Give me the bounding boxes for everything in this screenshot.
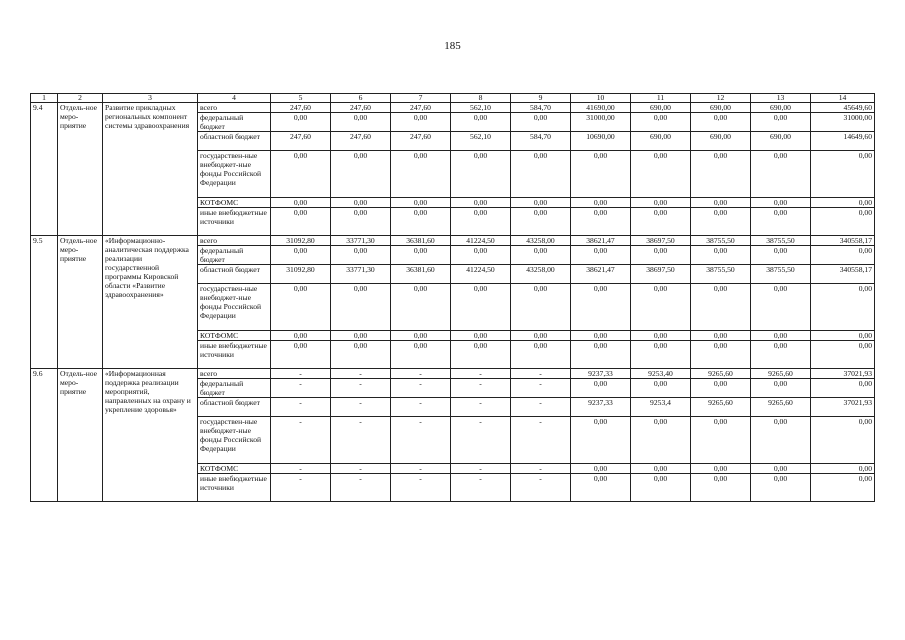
year-value: 0,00 — [691, 331, 751, 341]
column-number-7: 7 — [391, 94, 451, 103]
year-value: 38621,47 — [571, 236, 631, 246]
year-value: 9265,60 — [691, 369, 751, 379]
year-value: 9237,33 — [571, 398, 631, 417]
year-value: 0,00 — [571, 198, 631, 208]
year-value: 0,00 — [571, 284, 631, 331]
year-value: 0,00 — [691, 113, 751, 132]
year-value: - — [511, 379, 571, 398]
year-value: 0,00 — [511, 341, 571, 369]
year-value: 9253,4 — [631, 398, 691, 417]
funding-source: всего — [198, 369, 271, 379]
year-value: 0,00 — [391, 198, 451, 208]
year-value: 0,00 — [271, 113, 331, 132]
year-value: 31092,80 — [271, 265, 331, 284]
year-value: 38621,47 — [571, 265, 631, 284]
year-value: 0,00 — [751, 284, 811, 331]
section-code: 9.6 — [31, 369, 58, 502]
column-number-1: 1 — [31, 94, 58, 103]
total-value: 37021,93 — [811, 369, 875, 379]
year-value: 0,00 — [631, 198, 691, 208]
year-value: 0,00 — [691, 341, 751, 369]
total-value: 0,00 — [811, 341, 875, 369]
year-value: 0,00 — [391, 113, 451, 132]
year-value: 584,70 — [511, 103, 571, 113]
funding-source: КОТФОМС — [198, 464, 271, 474]
year-value: - — [451, 369, 511, 379]
year-value: 0,00 — [331, 246, 391, 265]
year-value: - — [451, 464, 511, 474]
year-value: 0,00 — [571, 208, 631, 236]
year-value: 0,00 — [451, 113, 511, 132]
year-value: 0,00 — [571, 151, 631, 198]
year-value: 9265,60 — [691, 398, 751, 417]
year-value: 0,00 — [331, 208, 391, 236]
table-body — [31, 103, 875, 502]
year-value: 36381,60 — [391, 265, 451, 284]
year-value: - — [391, 417, 451, 464]
year-value: 0,00 — [451, 331, 511, 341]
funding-source: иные внебюджетные источники — [198, 208, 271, 236]
total-value: 0,00 — [811, 284, 875, 331]
year-value: 0,00 — [391, 151, 451, 198]
year-value: 9265,60 — [751, 369, 811, 379]
year-value: 0,00 — [631, 474, 691, 502]
funding-source: государствен-ные внебюджет-ные фонды Российской Федерации — [198, 151, 271, 198]
column-number-13: 13 — [751, 94, 811, 103]
year-value: 247,60 — [391, 132, 451, 151]
year-value: 0,00 — [751, 246, 811, 265]
year-value: - — [391, 369, 451, 379]
year-value: 41224,50 — [451, 265, 511, 284]
year-value: 0,00 — [691, 464, 751, 474]
total-value: 340558,17 — [811, 236, 875, 246]
year-value: 0,00 — [631, 379, 691, 398]
year-value: 0,00 — [451, 151, 511, 198]
section-type: Отдель-ное меро-приятие — [58, 236, 103, 369]
year-value: 0,00 — [511, 246, 571, 265]
funding-source: государствен-ные внебюджет-ные фонды Российской Федерации — [198, 417, 271, 464]
year-value: - — [451, 379, 511, 398]
total-value: 0,00 — [811, 331, 875, 341]
year-value: 0,00 — [751, 151, 811, 198]
year-value: 0,00 — [511, 198, 571, 208]
total-value: 31000,00 — [811, 113, 875, 132]
year-value: 0,00 — [631, 341, 691, 369]
year-value: 584,70 — [511, 132, 571, 151]
year-value: 0,00 — [571, 464, 631, 474]
section-type: Отдель-ное меро-приятие — [58, 103, 103, 236]
year-value: 38755,50 — [751, 265, 811, 284]
year-value: - — [451, 398, 511, 417]
budget-table — [30, 93, 875, 502]
total-value: 340558,17 — [811, 265, 875, 284]
year-value: 0,00 — [631, 417, 691, 464]
year-value: 33771,30 — [331, 236, 391, 246]
year-value: 0,00 — [751, 464, 811, 474]
year-value: 0,00 — [391, 246, 451, 265]
total-value: 45649,60 — [811, 103, 875, 113]
column-number-3: 3 — [103, 94, 198, 103]
funding-source: областной бюджет — [198, 132, 271, 151]
year-value: 690,00 — [631, 132, 691, 151]
year-value: - — [391, 474, 451, 502]
year-value: 0,00 — [451, 341, 511, 369]
year-value: 0,00 — [631, 331, 691, 341]
year-value: 0,00 — [451, 246, 511, 265]
year-value: - — [271, 464, 331, 474]
year-value: 690,00 — [631, 103, 691, 113]
year-value: 0,00 — [331, 151, 391, 198]
year-value: - — [271, 474, 331, 502]
year-value: 0,00 — [751, 331, 811, 341]
year-value: 0,00 — [271, 284, 331, 331]
year-value: 0,00 — [571, 246, 631, 265]
year-value: - — [331, 464, 391, 474]
year-value: 247,60 — [271, 103, 331, 113]
year-value: 0,00 — [631, 151, 691, 198]
year-value: 0,00 — [511, 284, 571, 331]
year-value: 0,00 — [691, 379, 751, 398]
year-value: 0,00 — [391, 331, 451, 341]
table-row — [31, 369, 875, 379]
total-value: 0,00 — [811, 208, 875, 236]
column-number-8: 8 — [451, 94, 511, 103]
year-value: 0,00 — [631, 284, 691, 331]
year-value: 0,00 — [751, 474, 811, 502]
column-number-9: 9 — [511, 94, 571, 103]
year-value: 0,00 — [451, 284, 511, 331]
year-value: 38755,50 — [691, 265, 751, 284]
table-row — [31, 236, 875, 246]
year-value: 0,00 — [331, 341, 391, 369]
year-value: 247,60 — [331, 103, 391, 113]
section-name: «Информационно-аналитическая поддержка реализации государственной программы Кировской области «Развитие здравоохранения» — [103, 236, 198, 369]
page-number: 185 — [444, 40, 461, 52]
year-value: 33771,30 — [331, 265, 391, 284]
year-value: 0,00 — [751, 198, 811, 208]
year-value: 690,00 — [691, 132, 751, 151]
year-value: - — [511, 464, 571, 474]
year-value: - — [331, 398, 391, 417]
column-number-14: 14 — [811, 94, 875, 103]
total-value: 0,00 — [811, 464, 875, 474]
column-number-11: 11 — [631, 94, 691, 103]
year-value: 0,00 — [691, 151, 751, 198]
year-value: 0,00 — [691, 198, 751, 208]
year-value: 0,00 — [271, 341, 331, 369]
year-value: 0,00 — [511, 113, 571, 132]
section-name: Развитие прикладных региональных компонент системы здравоохранения — [103, 103, 198, 236]
year-value: 0,00 — [691, 208, 751, 236]
year-value: 38755,50 — [751, 236, 811, 246]
column-number-4: 4 — [198, 94, 271, 103]
year-value: 0,00 — [691, 417, 751, 464]
year-value: - — [511, 398, 571, 417]
year-value: 0,00 — [451, 198, 511, 208]
year-value: 0,00 — [631, 464, 691, 474]
section-type: Отдель-ное меро-приятие — [58, 369, 103, 502]
year-value: 38697,50 — [631, 236, 691, 246]
column-number-6: 6 — [331, 94, 391, 103]
year-value: 9265,60 — [751, 398, 811, 417]
year-value: 0,00 — [451, 208, 511, 236]
column-number-12: 12 — [691, 94, 751, 103]
year-value: - — [511, 417, 571, 464]
year-value: 31092,80 — [271, 236, 331, 246]
year-value: 10690,00 — [571, 132, 631, 151]
year-value: 0,00 — [271, 208, 331, 236]
year-value: 690,00 — [691, 103, 751, 113]
funding-source: государствен-ные внебюджет-ные фонды Российской Федерации — [198, 284, 271, 331]
year-value: - — [391, 464, 451, 474]
year-value: - — [451, 417, 511, 464]
year-value: - — [331, 474, 391, 502]
year-value: - — [511, 369, 571, 379]
funding-source: всего — [198, 236, 271, 246]
year-value: 0,00 — [271, 246, 331, 265]
column-number-2: 2 — [58, 94, 103, 103]
year-value: - — [271, 369, 331, 379]
year-value: 0,00 — [571, 331, 631, 341]
year-value: 0,00 — [391, 284, 451, 331]
year-value: 0,00 — [751, 341, 811, 369]
year-value: 0,00 — [331, 331, 391, 341]
year-value: 0,00 — [751, 417, 811, 464]
year-value: 247,60 — [271, 132, 331, 151]
total-value: 0,00 — [811, 198, 875, 208]
total-value: 37021,93 — [811, 398, 875, 417]
year-value: 41690,00 — [571, 103, 631, 113]
year-value: - — [271, 379, 331, 398]
year-value: 0,00 — [631, 208, 691, 236]
year-value: 0,00 — [331, 284, 391, 331]
year-value: 0,00 — [631, 113, 691, 132]
column-number-row — [31, 94, 875, 103]
year-value: 0,00 — [331, 113, 391, 132]
total-value: 14649,60 — [811, 132, 875, 151]
year-value: 0,00 — [751, 113, 811, 132]
year-value: 0,00 — [391, 208, 451, 236]
table-header — [31, 94, 875, 103]
year-value: 247,60 — [391, 103, 451, 113]
column-number-10: 10 — [571, 94, 631, 103]
funding-source: всего — [198, 103, 271, 113]
year-value: 43258,00 — [511, 236, 571, 246]
funding-source: федеральный бюджет — [198, 246, 271, 265]
table-row — [31, 103, 875, 113]
year-value: 38697,50 — [631, 265, 691, 284]
year-value: 690,00 — [751, 132, 811, 151]
year-value: 0,00 — [751, 379, 811, 398]
year-value: 0,00 — [271, 331, 331, 341]
year-value: 9253,40 — [631, 369, 691, 379]
year-value: - — [271, 417, 331, 464]
total-value: 0,00 — [811, 151, 875, 198]
funding-source: федеральный бюджет — [198, 113, 271, 132]
year-value: 0,00 — [571, 379, 631, 398]
year-value: 562,10 — [451, 132, 511, 151]
year-value: - — [331, 417, 391, 464]
total-value: 0,00 — [811, 474, 875, 502]
year-value: 36381,60 — [391, 236, 451, 246]
year-value: 0,00 — [331, 198, 391, 208]
year-value: 0,00 — [571, 341, 631, 369]
year-value: - — [451, 474, 511, 502]
column-number-5: 5 — [271, 94, 331, 103]
funding-source: федеральный бюджет — [198, 379, 271, 398]
funding-source: иные внебюджетные источники — [198, 341, 271, 369]
year-value: 0,00 — [691, 474, 751, 502]
year-value: 0,00 — [691, 246, 751, 265]
total-value: 0,00 — [811, 417, 875, 464]
year-value: 0,00 — [631, 246, 691, 265]
year-value: 0,00 — [511, 151, 571, 198]
section-name: «Информационная поддержка реализации мероприятий, направленных на охрану и укрепление здоровья» — [103, 369, 198, 502]
section-code: 9.4 — [31, 103, 58, 236]
year-value: - — [331, 369, 391, 379]
year-value: - — [511, 474, 571, 502]
year-value: 9237,33 — [571, 369, 631, 379]
funding-source: КОТФОМС — [198, 198, 271, 208]
year-value: 0,00 — [751, 208, 811, 236]
year-value: 41224,50 — [451, 236, 511, 246]
funding-source: областной бюджет — [198, 265, 271, 284]
year-value: 43258,00 — [511, 265, 571, 284]
year-value: 562,10 — [451, 103, 511, 113]
funding-source: иные внебюджетные источники — [198, 474, 271, 502]
total-value: 0,00 — [811, 379, 875, 398]
year-value: 0,00 — [271, 198, 331, 208]
year-value: 0,00 — [511, 331, 571, 341]
year-value: 0,00 — [391, 341, 451, 369]
year-value: 690,00 — [751, 103, 811, 113]
year-value: - — [271, 398, 331, 417]
year-value: 31000,00 — [571, 113, 631, 132]
year-value: - — [391, 379, 451, 398]
total-value: 0,00 — [811, 246, 875, 265]
year-value: 0,00 — [271, 151, 331, 198]
section-code: 9.5 — [31, 236, 58, 369]
year-value: - — [391, 398, 451, 417]
funding-source: областной бюджет — [198, 398, 271, 417]
funding-source: КОТФОМС — [198, 331, 271, 341]
year-value: 0,00 — [571, 417, 631, 464]
year-value: - — [331, 379, 391, 398]
year-value: 0,00 — [571, 474, 631, 502]
year-value: 0,00 — [511, 208, 571, 236]
year-value: 0,00 — [691, 284, 751, 331]
year-value: 38755,50 — [691, 236, 751, 246]
year-value: 247,60 — [331, 132, 391, 151]
